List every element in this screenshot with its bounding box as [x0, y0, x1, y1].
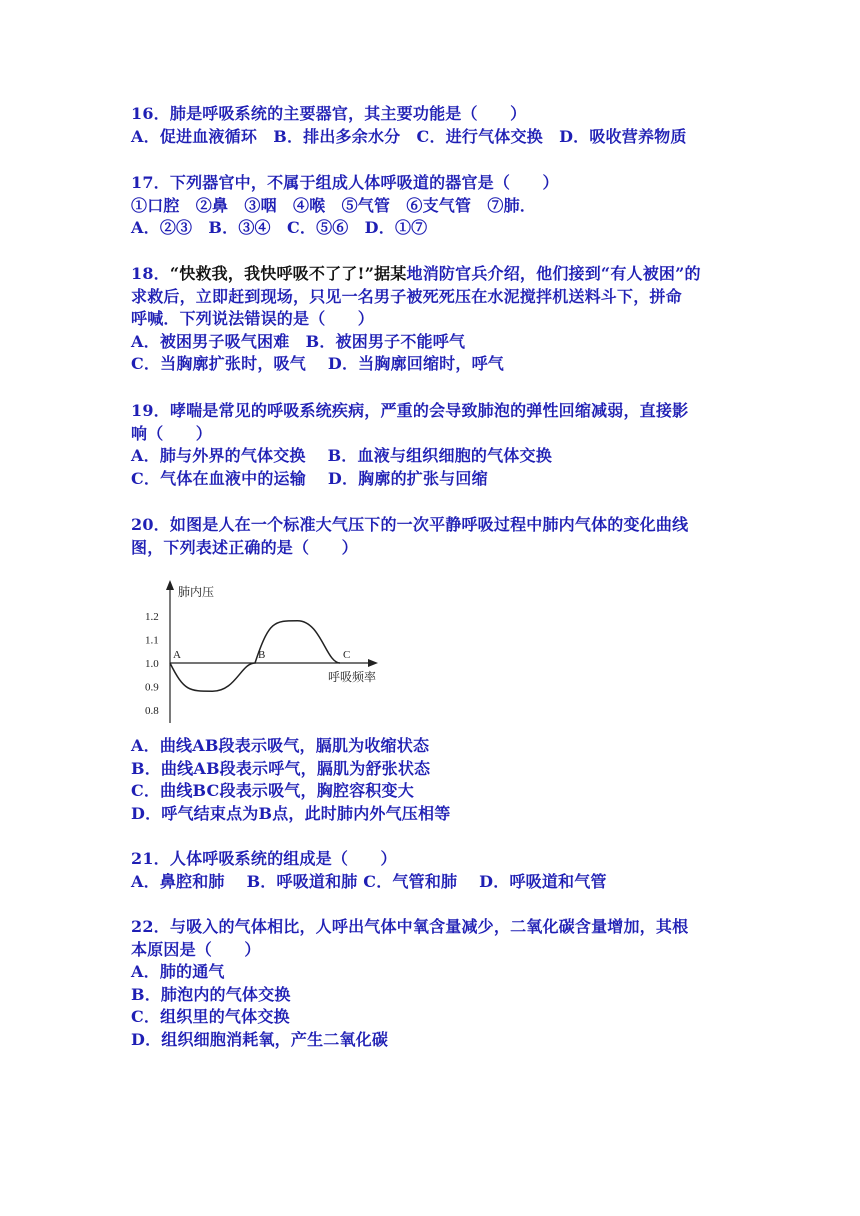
question-16 [131, 103, 731, 148]
x-axis-label: 呼吸频率 [328, 670, 377, 684]
question-20-option-d: D．呼气结束点为B点，此时肺内外气压相等 [131, 803, 451, 823]
question-18-options-1: A．被困男子吸气困难 B．被困男子不能呼气 [131, 331, 466, 351]
question-21 [131, 848, 731, 893]
y-tick-label: 1.0 [145, 658, 159, 670]
question-19-options-1: A．肺与外界的气体交换 B．血液与组织细胞的气体交换 [131, 446, 552, 465]
question-22-option-b: B．肺泡内的气体交换 [131, 984, 291, 1004]
question-18-number: 18． [131, 264, 170, 283]
question-18-quote: “快救我，我快呼吸不了了!” [169, 264, 375, 283]
question-18-options-2: C．当胸廓扩张时，吸气 D．当胸廓回缩时，呼气 [131, 354, 504, 373]
question-17-options: A．②③ B．③④ C．⑤⑥ D．①⑦ [131, 218, 428, 237]
point-label-a: A [173, 649, 181, 661]
question-22 [131, 916, 731, 1051]
question-20-stem-line1: 20．如图是人在一个标准大气压下的一次平静呼吸过程中肺内气体的变化曲线 [131, 515, 689, 534]
question-20-options [131, 735, 731, 825]
question-19-options-2: C．气体在血液中的运输 D．胸廓的扩张与回缩 [131, 468, 488, 488]
y-axis-arrow [166, 580, 174, 590]
y-tick-label: 1.1 [145, 634, 159, 647]
question-16-stem: 16．肺是呼吸系统的主要器官，其主要功能是（ ） [131, 104, 527, 123]
question-16-options: A．促进血液循环 B．排出多余水分 C．进行气体交换 D．吸收营养物质 [131, 126, 687, 146]
question-20-option-a: A．曲线AB段表示吸气，膈肌为收缩状态 [131, 736, 430, 755]
question-22-stem-line1: 22．与吸入的气体相比，人呼出气体中氧含量减少，二氧化碳含量增加，其根 [131, 917, 689, 936]
question-18-stem-line3: 呼喊．下列说法错误的是（ ） [131, 309, 375, 328]
question-18-stem-line2: 求救后，立即赶到现场，只见一名男子被死死压在水泥搅拌机送料斗下，拼命 [131, 286, 682, 306]
question-20-stem-line2: 图，下列表述正确的是（ ） [131, 537, 358, 557]
pressure-curve [170, 621, 340, 692]
y-tick-label: 0.8 [145, 705, 159, 717]
question-21-stem: 21．人体呼吸系统的组成是（ ） [131, 849, 397, 868]
question-19-stem-line2: 响（ ） [131, 423, 213, 443]
question-20-option-b: B．曲线AB段表示呼气，膈肌为舒张状态 [131, 758, 431, 778]
question-22-option-a: A．肺的通气 [131, 962, 225, 981]
question-18-quote-tail: 据某 [374, 264, 407, 283]
question-19 [131, 400, 731, 490]
question-17-items: ①口腔 ②鼻 ③咽 ④喉 ⑤气管 ⑥支气管 ⑦肺． [131, 195, 537, 215]
pressure-chart [140, 578, 400, 728]
question-17-stem: 17．下列器官中，不属于组成人体呼吸道的器官是（ ） [131, 173, 559, 192]
question-20 [131, 514, 731, 559]
question-17 [131, 172, 731, 240]
question-18-stem-rest: 地消防官兵介绍，他们接到“有人被困”的 [406, 264, 701, 283]
question-20-option-c: C．曲线BC段表示吸气，胸腔容积变大 [131, 781, 414, 800]
question-21-options: A．鼻腔和肺 B．呼吸道和肺 C．气管和肺 D．呼吸道和气管 [131, 871, 607, 891]
point-label-b: B [258, 649, 266, 661]
question-18-stem-line1 [131, 263, 731, 286]
question-22-stem-line2: 本原因是（ ） [131, 939, 261, 959]
y-tick-label: 0.9 [145, 681, 159, 694]
y-axis-label: 肺内压 [178, 585, 215, 599]
question-22-option-d: D．组织细胞消耗氧，产生二氧化碳 [131, 1029, 389, 1049]
x-axis-arrow [368, 659, 378, 667]
question-18 [131, 263, 731, 376]
question-19-stem-line1: 19．哮喘是常见的呼吸系统疾病，严重的会导致肺泡的弹性回缩减弱，直接影 [131, 401, 689, 420]
y-tick-label: 1.2 [145, 611, 159, 623]
point-label-c: C [343, 649, 351, 661]
question-22-option-c: C．组织里的气体交换 [131, 1007, 290, 1026]
